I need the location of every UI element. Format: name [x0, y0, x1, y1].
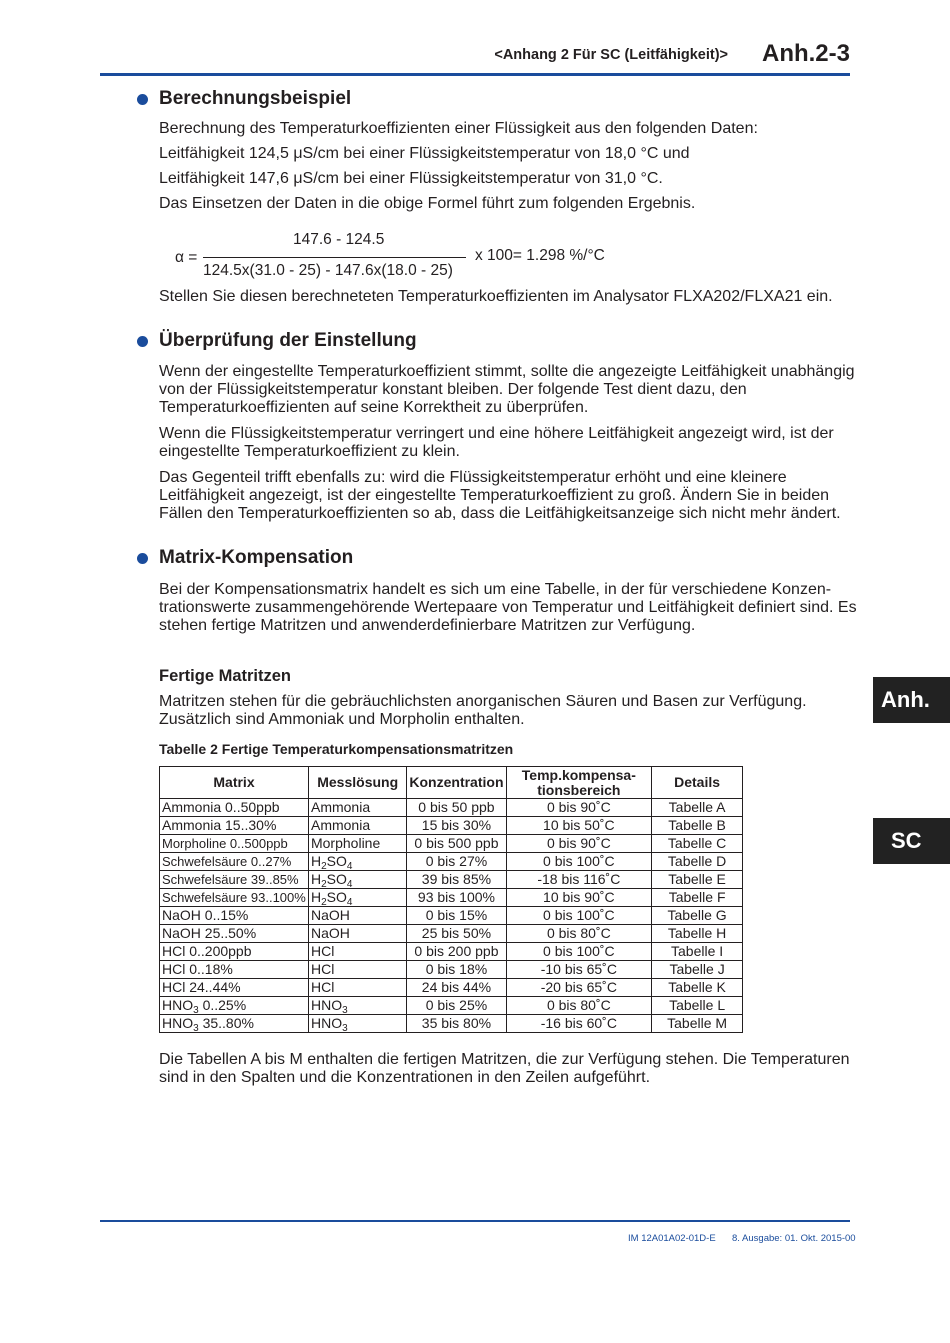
check-paragraph-2: Wenn die Flüssigkeitstemperatur verringert und eine höhere Leitfähigkeit angezeigt wird, ist der eingestellte Temperaturkoeffizient zu klein.	[159, 425, 834, 460]
matrix-paragraph-2: Matritzen stehen für die gebräuchlichsten anorganischen Säuren und Basen zur Verfügung. Zusätzlich sind Ammoniak und Morpholin enthalten.	[159, 693, 807, 728]
section-title-matrix: Matrix-Kompensation	[159, 547, 354, 568]
cell-messloesung: $H_2SO_4$	[308, 853, 406, 871]
cell-matrix: Schwefelsäure 0..27%	[160, 853, 309, 871]
cell-temp-bereich: 10 bis 50˚C	[506, 817, 652, 835]
table-row	[160, 871, 743, 889]
cell-konzentration: 0 bis 500 ppb	[407, 835, 506, 853]
cell-konzentration: 0 bis 15%	[407, 907, 506, 925]
table-row	[160, 979, 743, 997]
col-header-matrix: Matrix	[160, 767, 309, 799]
col-header-konzentration: Konzentration	[407, 767, 506, 799]
cell-matrix: HCl 24..44%	[160, 979, 309, 997]
cell-matrix: HCl 0..200ppb	[160, 943, 309, 961]
example-line-4: Das Einsetzen der Daten in die obige Formel führt zum folgenden Ergebnis.	[159, 195, 696, 212]
cell-details: Tabelle C	[652, 835, 743, 853]
matrix-paragraph-3: Die Tabellen A bis M enthalten die fertigen Matritzen, die zur Verfügung stehen. Die Temperaturen sind in den Spalten und die Konzentrationen in den Zeilen aufgeführt.	[159, 1051, 850, 1086]
col-header-temp-bereich: Temp.kompensa-tionsbereich	[506, 767, 652, 799]
cell-konzentration: 35 bis 80%	[407, 1015, 506, 1033]
footer-rule	[100, 1220, 850, 1222]
cell-konzentration: 24 bis 44%	[407, 979, 506, 997]
cell-details: Tabelle A	[652, 799, 743, 817]
compensation-matrix-table	[159, 766, 743, 1033]
cell-konzentration: 0 bis 200 ppb	[407, 943, 506, 961]
cell-temp-bereich: 10 bis 90˚C	[506, 889, 652, 907]
page-number: Anh.2-3	[761, 40, 850, 67]
cell-temp-bereich: 0 bis 100˚C	[506, 907, 652, 925]
table-row	[160, 961, 743, 979]
cell-matrix: Ammonia 15..30%	[160, 817, 309, 835]
matrix-paragraph-1: Bei der Kompensationsmatrix handelt es sich um eine Tabelle, in der für verschiedene Konzen-trationswerte zusammengehörende Wertepaare von Temperatur und Leitfähigkeit definiert sind. Es stehen fertige Matritzen und anwenderdefinierbare Matritzen zur Verfügung.	[159, 581, 857, 634]
example-line-2: Leitfähigkeit 124,5 μS/cm bei einer Flüssigkeitstemperatur von 18,0 °C und	[159, 145, 690, 162]
table-row	[160, 817, 743, 835]
header-rule	[100, 73, 850, 76]
table-row	[160, 889, 743, 907]
cell-temp-bereich: -16 bis 60˚C	[506, 1015, 652, 1033]
cell-konzentration: 0 bis 18%	[407, 961, 506, 979]
example-line-1: Berechnung des Temperaturkoeffizienten einer Flüssigkeit aus den folgenden Daten:	[159, 120, 758, 137]
cell-details: Tabelle H	[652, 925, 743, 943]
cell-details: Tabelle M	[652, 1015, 743, 1033]
cell-details: Tabelle J	[652, 961, 743, 979]
formula-lhs: α =	[175, 249, 198, 266]
cell-matrix: NaOH 25..50%	[160, 925, 309, 943]
cell-details: Tabelle I	[652, 943, 743, 961]
cell-matrix: NaOH 0..15%	[160, 907, 309, 925]
table-row	[160, 1015, 743, 1033]
side-tab-anhang: Anh.	[873, 677, 950, 723]
cell-messloesung: Ammonia	[308, 817, 406, 835]
table-row	[160, 997, 743, 1015]
section-title-check: Überprüfung der Einstellung	[159, 330, 417, 351]
cell-messloesung: $HNO_3$	[308, 997, 406, 1015]
table-row	[160, 925, 743, 943]
cell-messloesung: $HNO_3$	[308, 1015, 406, 1033]
cell-konzentration: 93 bis 100%	[407, 889, 506, 907]
cell-konzentration: 15 bis 30%	[407, 817, 506, 835]
cell-konzentration: 0 bis 27%	[407, 853, 506, 871]
running-head: <Anhang 2 Für SC (Leitfähigkeit)>	[494, 47, 728, 63]
cell-konzentration: 25 bis 50%	[407, 925, 506, 943]
formula-denominator: 124.5x(31.0 - 25) - 147.6x(18.0 - 25)	[203, 262, 453, 279]
cell-details: Tabelle D	[652, 853, 743, 871]
cell-details: Tabelle F	[652, 889, 743, 907]
cell-temp-bereich: -18 bis 116˚C	[506, 871, 652, 889]
subsection-title-fertige-matritzen: Fertige Matritzen	[159, 667, 292, 685]
cell-messloesung: HCl	[308, 961, 406, 979]
example-after: Stellen Sie diesen berechneteten Temperaturkoeffizienten im Analysator FLXA202/FLXA21 ein.	[159, 288, 833, 305]
cell-temp-bereich: -20 bis 65˚C	[506, 979, 652, 997]
check-paragraph-1: Wenn der eingestellte Temperaturkoeffizient stimmt, sollte die angezeigte Leitfähigkeit unabhängig von der Flüssigkeitstemperatur konstant bleiben. Der folgende Test dient dazu, den Temperaturkoeffizienten auf seine Korrektheit zu überprüfen.	[159, 363, 855, 416]
cell-messloesung: Ammonia	[308, 799, 406, 817]
cell-matrix: $HNO_3$ 0..25%	[160, 997, 309, 1015]
cell-temp-bereich: -10 bis 65˚C	[506, 961, 652, 979]
cell-matrix: HCl 0..18%	[160, 961, 309, 979]
cell-temp-bereich: 0 bis 90˚C	[506, 799, 652, 817]
cell-konzentration: 0 bis 25%	[407, 997, 506, 1015]
cell-konzentration: 0 bis 50 ppb	[407, 799, 506, 817]
example-line-3: Leitfähigkeit 147,6 μS/cm bei einer Flüssigkeitstemperatur von 31,0 °C.	[159, 170, 663, 187]
cell-messloesung: $H_2SO_4$	[308, 889, 406, 907]
cell-details: Tabelle L	[652, 997, 743, 1015]
cell-details: Tabelle B	[652, 817, 743, 835]
cell-matrix: Schwefelsäure 93..100%	[160, 889, 309, 907]
cell-matrix: Schwefelsäure 39..85%	[160, 871, 309, 889]
bullet-icon	[137, 94, 148, 105]
table-row	[160, 799, 743, 817]
cell-messloesung: HCl	[308, 943, 406, 961]
cell-temp-bereich: 0 bis 90˚C	[506, 835, 652, 853]
table-row	[160, 943, 743, 961]
cell-matrix: Morpholine 0..500ppb	[160, 835, 309, 853]
col-header-messloesung: Messlösung	[308, 767, 406, 799]
table-row	[160, 907, 743, 925]
bullet-icon	[137, 553, 148, 564]
col-header-details: Details	[652, 767, 743, 799]
cell-messloesung: $H_2SO_4$	[308, 871, 406, 889]
cell-details: Tabelle G	[652, 907, 743, 925]
table-row	[160, 853, 743, 871]
cell-temp-bereich: 0 bis 80˚C	[506, 997, 652, 1015]
cell-messloesung: NaOH	[308, 907, 406, 925]
cell-details: Tabelle K	[652, 979, 743, 997]
cell-konzentration: 39 bis 85%	[407, 871, 506, 889]
table-header-row	[160, 767, 743, 799]
footer-doc-id: IM 12A01A02-01D-E	[628, 1233, 716, 1244]
cell-messloesung: HCl	[308, 979, 406, 997]
cell-temp-bereich: 0 bis 100˚C	[506, 853, 652, 871]
footer-edition: 8. Ausgabe: 01. Okt. 2015-00	[732, 1233, 856, 1244]
cell-temp-bereich: 0 bis 80˚C	[506, 925, 652, 943]
cell-details: Tabelle E	[652, 871, 743, 889]
table-caption: Tabelle 2 Fertige Temperaturkompensationsmatritzen	[159, 741, 514, 757]
side-tab-sc: SC	[873, 818, 950, 864]
cell-matrix: $HNO_3$ 35..80%	[160, 1015, 309, 1033]
section-title-example: Berechnungsbeispiel	[159, 88, 352, 109]
table-row	[160, 835, 743, 853]
cell-temp-bereich: 0 bis 100˚C	[506, 943, 652, 961]
bullet-icon	[137, 336, 148, 347]
formula-numerator: 147.6 - 124.5	[293, 231, 385, 248]
cell-messloesung: Morpholine	[308, 835, 406, 853]
check-paragraph-3: Das Gegenteil trifft ebenfalls zu: wird die Flüssigkeitstemperatur erhöht und eine kleinere Leitfähigkeit angezeigt, ist der eingestellte Temperaturkoeffizient zu groß. Ändern Sie in beiden Fällen den Temperaturkoeffizienten so ab, dass die Leitfähigkeitsanzeige sich nicht mehr ändert.	[159, 469, 841, 522]
cell-messloesung: NaOH	[308, 925, 406, 943]
formula-result: x 100= 1.298 %/°C	[475, 247, 605, 264]
fraction-line	[203, 257, 466, 258]
cell-matrix: Ammonia 0..50ppb	[160, 799, 309, 817]
